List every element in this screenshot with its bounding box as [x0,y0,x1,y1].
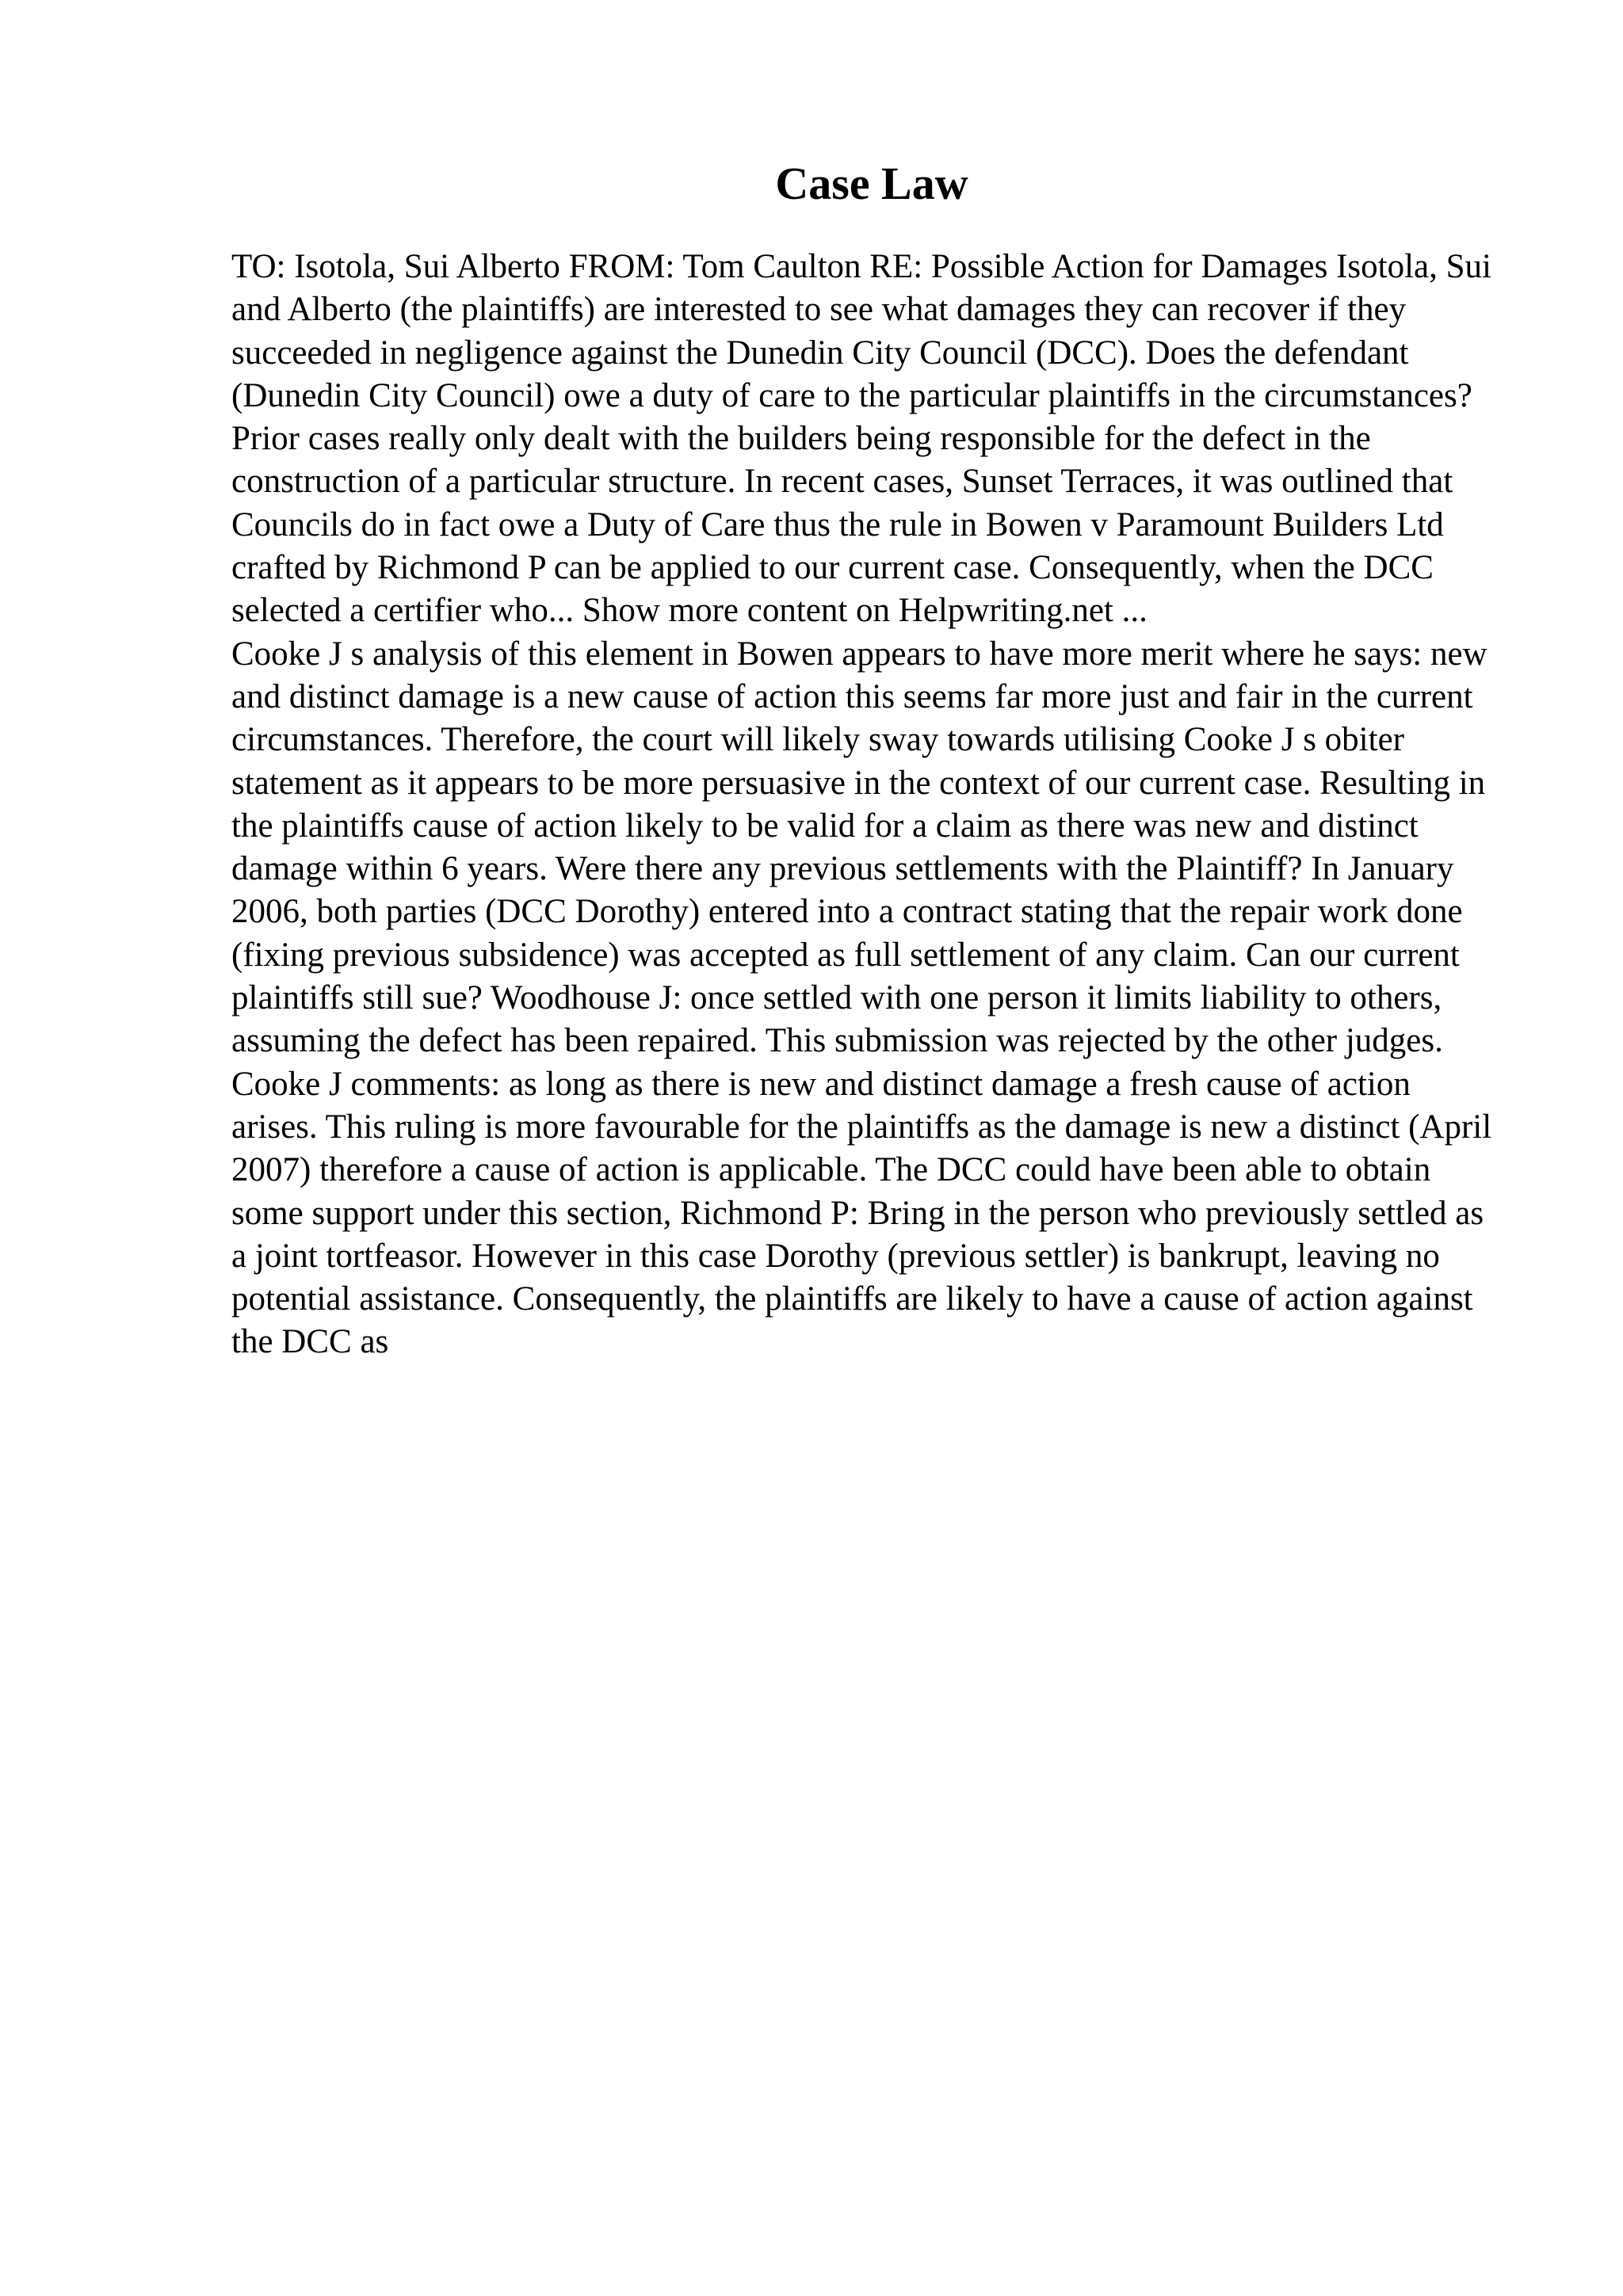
paragraph-memo-intro: TO: Isotola, Sui Alberto FROM: Tom Caulton RE: Possible Action for Damages Isotola, Sui and Alberto (the plaintiffs) are interested to see what damages they can recover if they succeeded in negligence against the Dunedin City Council (DCC). Does the defendant (Dunedin City Council) owe a duty of care to the particular plaintiffs in the circumstances? Prior cases really only dealt with the builders being responsible for the defect in the construction of a particular structure. In recent cases, Sunset Terraces, it was outlined that Councils do in fact owe a Duty of Care thus the rule in Bowen v Paramount Builders Ltd crafted by Richmond P can be applied to our current case. Consequently, when the DCC selected a certifier who... Show more content on Helpwriting.net ... [231,248,1491,630]
page-title: Case Law [775,158,968,209]
document-body [231,246,1499,1364]
paragraph-analysis: Cooke J s analysis of this element in Bowen appears to have more merit where he says: new and distinct damage is a new cause of action this seems far more just and fair in the current circumstances. Therefore, the court will likely sway towards utilising Cooke J s obiter statement as it appears to be more persuasive in the context of our current case. Resulting in the plaintiffs cause of action likely to be valid for a claim as there was new and distinct damage within 6 years. Were there any previous settlements with the Plaintiff? In January 2006, both parties (DCC Dorothy) entered into a contract stating that the repair work done (fixing previous subsidence) was accepted as full settlement of any claim. Can our current plaintiffs still sue? Woodhouse J: once settled with one person it limits liability to others, assuming the defect has been repaired. This submission was rejected by the other judges. Cooke J comments: as long as there is new and distinct damage a fresh cause of action arises. This ruling is more favourable for the plaintiffs as the damage is new a distinct (April 2007) therefore a cause of action is applicable. The DCC could have been able to obtain some support under this section, Richmond P: Bring in the person who previously settled as a joint tortfeasor. However in this case Dorothy (previous settler) is bankrupt, leaving no potential assistance. Consequently, the plaintiffs are likely to have a cause of action against the DCC as [231,635,1492,1361]
